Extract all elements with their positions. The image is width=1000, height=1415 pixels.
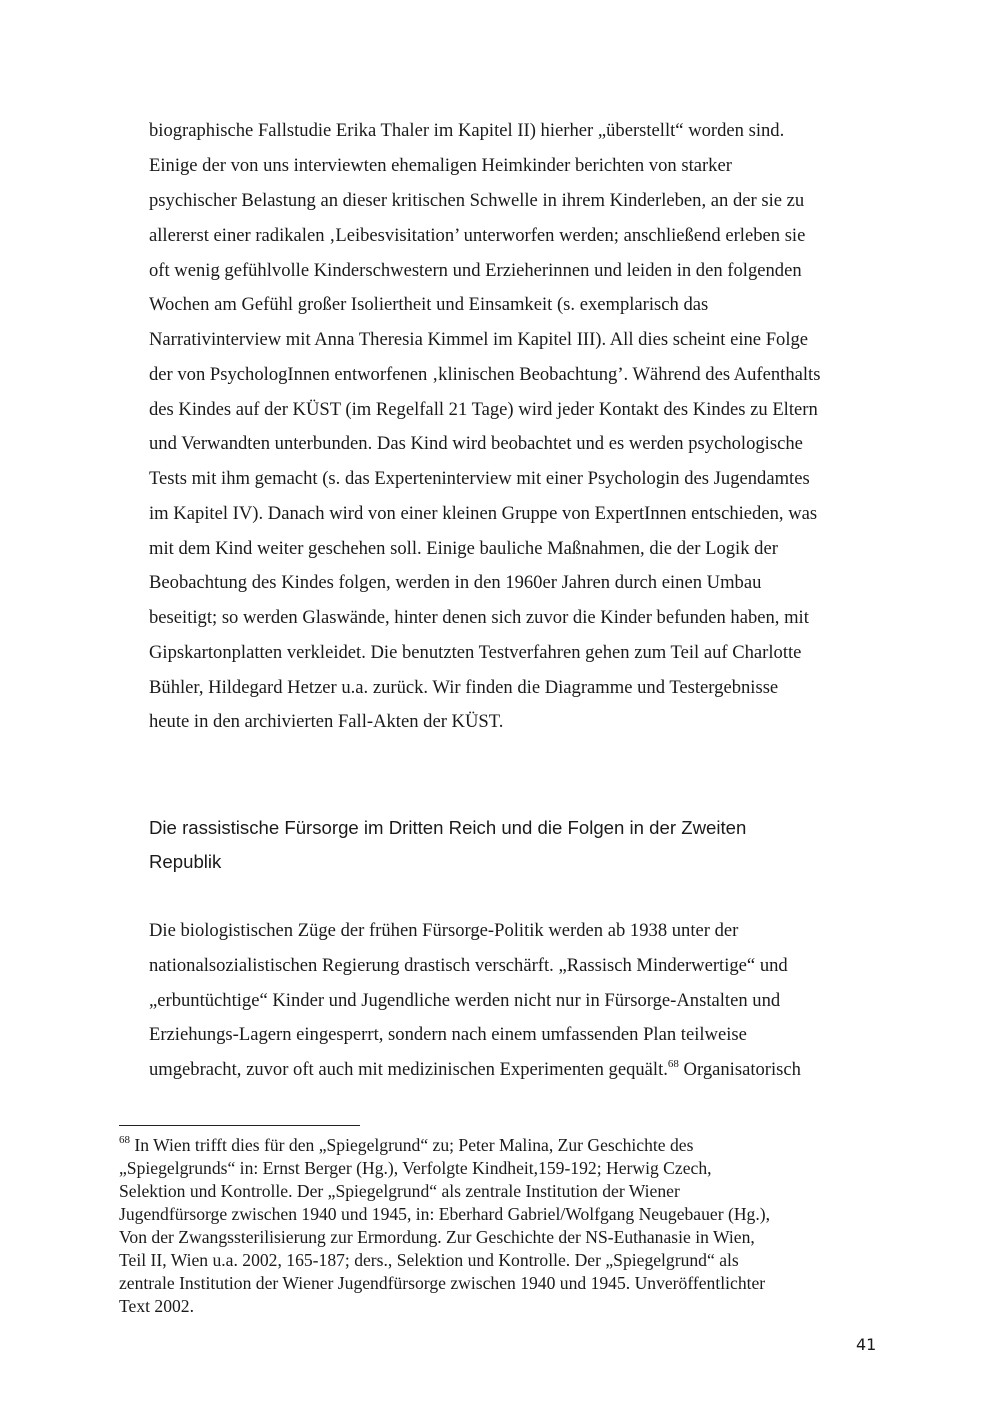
line-text: In Wien trifft dies für den „Spiegelgrund“ zu; Peter Malina, Zur Geschichte des (130, 1135, 694, 1155)
section-heading-line: Die rassistische Fürsorge im Dritten Reich und die Folgen in der Zweiten (149, 817, 747, 838)
paragraph-line: Wochen am Gefühl großer Isoliertheit und Einsamkeit (s. exemplarisch das (149, 294, 709, 315)
paragraph-line: und Verwandten unterbunden. Das Kind wird beobachtet und es werden psychologische (149, 433, 803, 454)
paragraph-line: im Kapitel IV). Danach wird von einer kleinen Gruppe von ExpertInnen entschieden, was (149, 503, 818, 524)
paragraph-line: Die biologistischen Züge der frühen Fürsorge-Politik werden ab 1938 unter der (149, 920, 739, 941)
footnote-line (119, 1134, 694, 1155)
paragraph-line: oft wenig gefühlvolle Kinderschwestern und Erzieherinnen und leiden in den folgenden (149, 260, 802, 281)
footnote-separator (119, 1125, 360, 1126)
page-number: 41 (856, 1335, 877, 1354)
paragraph-line: „erbuntüchtige“ Kinder und Jugendliche werden nicht nur in Fürsorge-Anstalten und (149, 990, 781, 1011)
footnote-line: „Spiegelgrunds“ in: Ernst Berger (Hg.), Verfolgte Kindheit,159-192; Herwig Czech, (119, 1158, 712, 1178)
footnote-line: Text 2002. (119, 1296, 194, 1316)
footnote-line: Von der Zwangssterilisierung zur Ermordung. Zur Geschichte der NS-Euthanasie in Wien, (119, 1227, 755, 1247)
paragraph-line: der von PsychologInnen entworfenen ‚klinischen Beobachtung’. Während des Aufenthalts (149, 364, 821, 385)
footnote-reference[interactable]: 68 (667, 1058, 679, 1070)
paragraph-line: des Kindes auf der KÜST (im Regelfall 21 Tage) wird jeder Kontakt des Kindes zu Eltern (149, 399, 818, 420)
paragraph-line: psychischer Belastung an dieser kritischen Schwelle in ihrem Kinderleben, an der sie zu (149, 190, 805, 211)
paragraph-line: Gipskartonplatten verkleidet. Die benutzten Testverfahren gehen zum Teil auf Charlotte (149, 642, 802, 663)
paragraph-line: Einige der von uns interviewten ehemaligen Heimkinder berichten von starker (149, 155, 732, 176)
line-text: Organisatorisch (678, 1059, 801, 1080)
line-text: umgebracht, zuvor oft auch mit medizinischen Experimenten gequält. (149, 1059, 668, 1080)
paragraph-line: mit dem Kind weiter geschehen soll. Einige bauliche Maßnahmen, die der Logik der (149, 538, 778, 559)
footnote-line: Selektion und Kontrolle. Der „Spiegelgrund“ als zentrale Institution der Wiener (119, 1181, 680, 1201)
paragraph-line: nationalsozialistischen Regierung drastisch verschärft. „Rassisch Minderwertige“ und (149, 955, 788, 976)
paragraph-line: biographische Fallstudie Erika Thaler im Kapitel II) hierher „überstellt“ worden sind. (149, 120, 785, 141)
paragraph-line: Bühler, Hildegard Hetzer u.a. zurück. Wir finden die Diagramme und Testergebnisse (149, 677, 779, 698)
paragraph-line: allererst einer radikalen ‚Leibesvisitation’ unterworfen werden; anschließend erleben sie (149, 225, 806, 246)
footnote-line: zentrale Institution der Wiener Jugendfürsorge zwischen 1940 und 1945. Unveröffentlichter (119, 1273, 766, 1293)
footnote-marker: 68 (119, 1134, 130, 1146)
paragraph-line: Beobachtung des Kindes folgen, werden in den 1960er Jahren durch einen Umbau (149, 572, 762, 593)
paragraph-line: beseitigt; so werden Glaswände, hinter denen sich zuvor die Kinder befunden haben, mit (149, 607, 809, 628)
paragraph-line: heute in den archivierten Fall-Akten der KÜST. (149, 711, 504, 732)
paragraph-line: Narrativinterview mit Anna Theresia Kimmel im Kapitel III). All dies scheint eine Folge (149, 329, 809, 350)
section-heading-line: Republik (149, 851, 222, 872)
footnote-line: Jugendfürsorge zwischen 1940 und 1945, in: Eberhard Gabriel/Wolfgang Neugebauer (Hg.), (119, 1204, 770, 1224)
footnote-line: Teil II, Wien u.a. 2002, 165-187; ders., Selektion und Kontrolle. Der „Spiegelgrund“ als (119, 1250, 739, 1270)
paragraph-line: Tests mit ihm gemacht (s. das Experteninterview mit einer Psychologin des Jugendamtes (149, 468, 810, 489)
paragraph-line: Erziehungs-Lagern eingesperrt, sondern nach einem umfassenden Plan teilweise (149, 1024, 747, 1045)
paragraph-line (149, 1058, 801, 1080)
